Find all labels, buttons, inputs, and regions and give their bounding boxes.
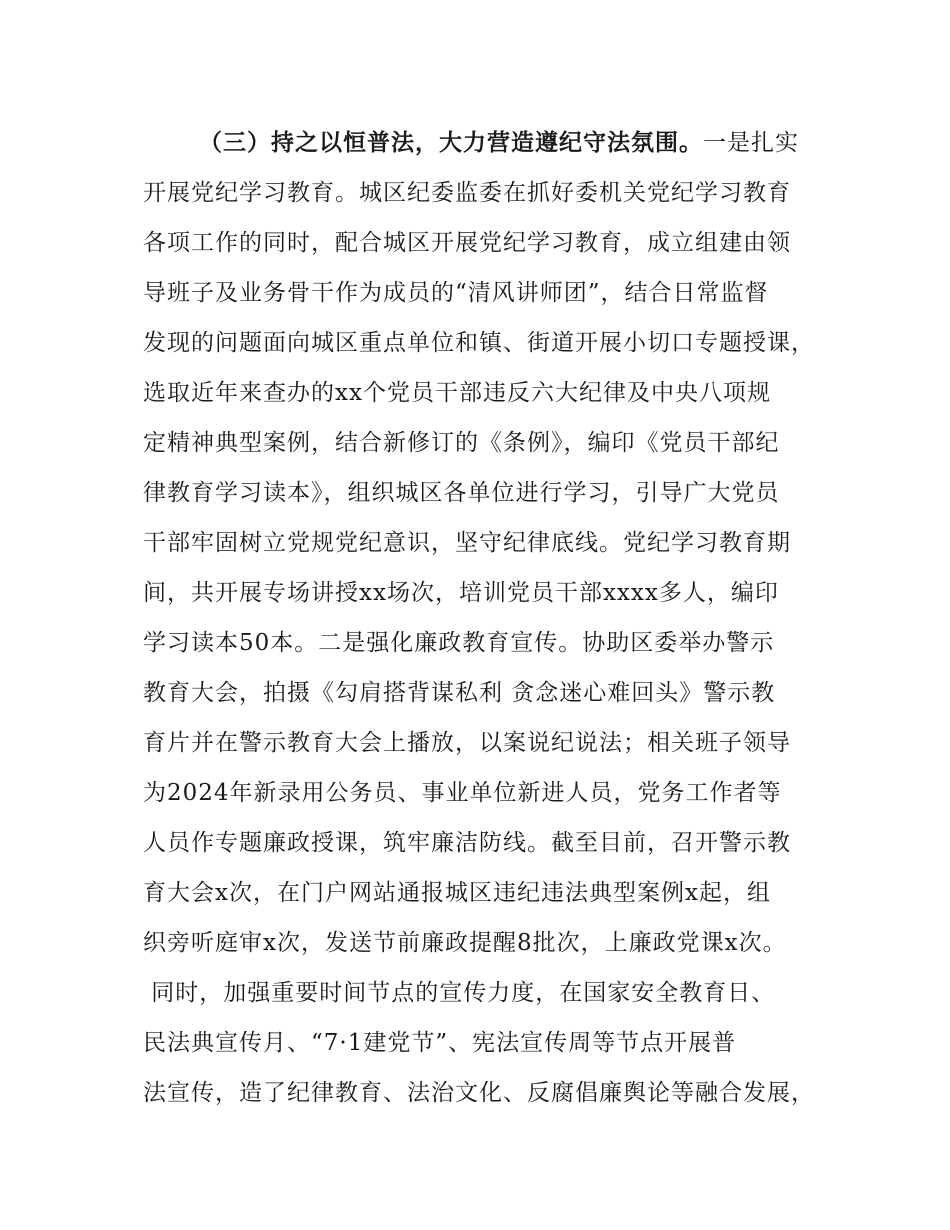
- body-line: 各项工作的同时，配合城区开展党纪学习教育，成立组建由领: [143, 230, 791, 256]
- body-line: 法宣传，造了纪律教育、法治文化、反腐倡廉舆论等融合发展，: [143, 1080, 815, 1106]
- paragraph-first-line: [199, 128, 799, 158]
- body-line: 导班子及业务骨干作为成员的“清风讲师团”，结合日常监督: [143, 280, 769, 306]
- body-line: 织旁听庭审x次，发送节前廉政提醒8批次，上廉政党课x次。: [143, 930, 787, 956]
- body-line: 发现的问题面向城区重点单位和镇、街道开展小切口专题授课，: [143, 330, 815, 356]
- body-line: 干部牢固树立党规党纪意识，坚守纪律底线。党纪学习教育期: [143, 530, 791, 556]
- body-line: 学习读本50本。二是强化廉政教育宣传。协助区委举办警示: [143, 630, 775, 656]
- body-line: 律教育学习读本》，组织城区各单位进行学习，引导广大党员: [143, 480, 780, 506]
- body-line: 教育大会，拍摄《勾肩搭背谋私利 贪念迷心难回头》警示教: [143, 680, 776, 706]
- body-line: 开展党纪学习教育。城区纪委监委在抓好委机关党纪学习教育: [143, 180, 791, 206]
- body-line: 间，共开展专场讲授xx场次，培训党员干部xxxx多人，编印: [143, 580, 779, 606]
- body-line: 定精神典型案例，结合新修订的《条例》，编印《党员干部纪: [143, 430, 780, 456]
- section-heading: （三）持之以恒普法，大力营造遵纪守法氛围。: [199, 130, 703, 156]
- body-line: 选取近年来查办的xx个党员干部违反六大纪律及中央八项规: [143, 380, 771, 406]
- body-line: 育大会x次，在门户网站通报城区违纪违法典型案例x起，组: [143, 880, 771, 906]
- body-line: 为2024年新录用公务员、事业单位新进人员，党务工作者等: [143, 780, 782, 806]
- body-text: 一是扎实: [703, 130, 799, 156]
- body-line: 民法典宣传月、“7·1建党节”、宪法宣传周等节点开展普: [143, 1030, 737, 1056]
- body-line: 同时，加强重要时间节点的宣传力度，在国家安全教育日、: [143, 980, 776, 1006]
- body-line: 人员作专题廉政授课，筑牢廉洁防线。截至目前，召开警示教: [143, 830, 791, 856]
- body-line: 育片并在警示教育大会上播放，以案说纪说法；相关班子领导: [143, 730, 791, 756]
